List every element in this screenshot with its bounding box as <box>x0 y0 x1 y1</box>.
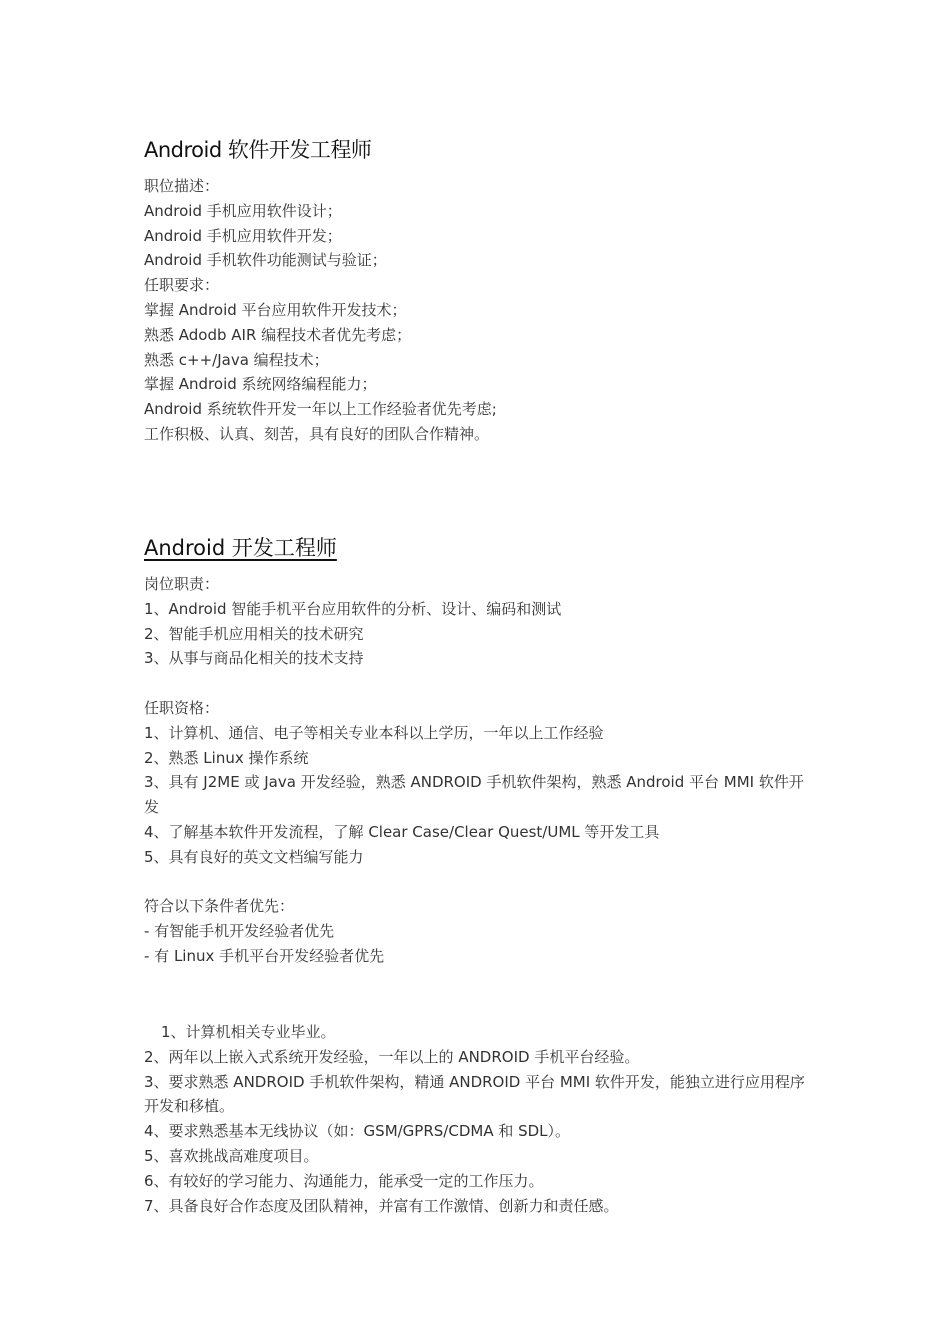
spacer <box>144 671 814 696</box>
list-item: 3、具有 J2ME 或 Java 开发经验，熟悉 ANDROID 手机软件架构，熟悉 Android 平台 MMI 软件开发 <box>144 773 804 817</box>
spacer <box>144 870 814 895</box>
text-line: 职位描述： <box>144 177 220 195</box>
section3-body <box>144 1020 814 1218</box>
list-item: 3、要求熟悉 ANDROID 手机软件架构，精通 ANDROID 平台 MMI 软件开发，能独立进行应用程序开发和移植。 <box>144 1072 805 1116</box>
list-item: 1、计算机相关专业毕业。 <box>161 1023 336 1041</box>
text-line: 掌握 Android 平台应用软件开发技术； <box>144 300 407 319</box>
list-item: 4、了解基本软件开发流程，了解 Clear Case/Clear Quest/UML 等开发工具 <box>144 822 660 841</box>
list-item: 3、从事与商品化相关的技术支持 <box>144 649 364 668</box>
duties-heading: 岗位职责： <box>144 575 220 593</box>
list-item: 5、具有良好的英文文档编写能力 <box>144 847 364 866</box>
text-line: Android 系统软件开发一年以上工作经验者优先考虑; <box>144 400 497 419</box>
text-line: 掌握 Android 系统网络编程能力； <box>144 375 377 394</box>
text-line: 熟悉 Adodb AIR 编程技术者优先考虑； <box>144 325 412 344</box>
list-item: 2、两年以上嵌入式系统开发经验，一年以上的 ANDROID 手机平台经验。 <box>144 1047 640 1066</box>
section2-body <box>144 572 814 969</box>
section2-title: Android 开发工程师 <box>144 536 337 560</box>
list-item: - 有智能手机开发经验者优先 <box>144 922 335 941</box>
list-item: 1、计算机、通信、电子等相关专业本科以上学历，一年以上工作经验 <box>144 723 604 742</box>
list-item: 2、熟悉 Linux 操作系统 <box>144 748 309 767</box>
list-item: 2、智能手机应用相关的技术研究 <box>144 624 364 643</box>
list-item: 5、喜欢挑战高难度项目。 <box>144 1146 319 1165</box>
text-line: 工作积极、认真、刻苦，具有良好的团队合作精神。 <box>144 424 490 443</box>
text-line: 熟悉 c++/Java 编程技术； <box>144 350 329 369</box>
list-item: 7、具备良好合作态度及团队精神，并富有工作激情、创新力和责任感。 <box>144 1196 619 1215</box>
text-line: 任职要求： <box>144 276 220 295</box>
text-line: Android 手机软件功能测试与验证； <box>144 251 387 270</box>
text-line: Android 手机应用软件开发； <box>144 226 342 245</box>
section1-title: Android 软件开发工程师 <box>144 138 372 162</box>
list-item: 4、要求熟悉基本无线协议（如：GSM/GPRS/CDMA 和 SDL）。 <box>144 1122 571 1141</box>
list-item: 1、Android 智能手机平台应用软件的分析、设计、编码和测试 <box>144 599 562 618</box>
preferred-heading: 符合以下条件者优先： <box>144 897 295 916</box>
qualifications-heading: 任职资格： <box>144 698 220 717</box>
list-item: 6、有较好的学习能力、沟通能力，能承受一定的工作压力。 <box>144 1171 544 1190</box>
section1-body <box>144 174 814 447</box>
text-line: Android 手机应用软件设计； <box>144 201 342 220</box>
list-item: - 有 Linux 手机平台开发经验者优先 <box>144 946 385 965</box>
